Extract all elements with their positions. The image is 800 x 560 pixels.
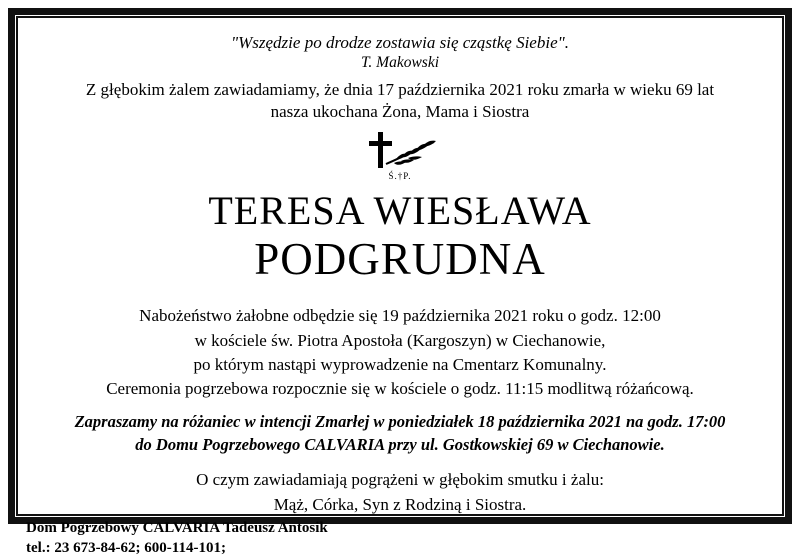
rosary-line: Zapraszamy na różaniec w intencji Zmarłej w poniedziałek 18 października 2021 na godz. 17:00	[74, 411, 726, 431]
funeral-home-footer	[26, 519, 328, 558]
service-line: Nabożeństwo żałobne odbędzie się 19 października 2021 roku o godz. 12:00	[139, 306, 661, 326]
service-details	[34, 304, 766, 401]
emblem-block	[34, 130, 766, 181]
notice-content	[24, 22, 776, 514]
closing-text: O czym zawiadamiają pogrążeni w głębokim smutku i żalu:	[196, 470, 604, 490]
rosary-line: do Domu Pogrzebowego CALVARIA przy ul. Gostkowskiej 69 w Ciechanowie.	[135, 434, 665, 454]
service-line: po którym nastąpi wyprowadzenie na Cmentarz Komunalny.	[193, 354, 607, 374]
cross-with-palm-branch-icon	[360, 130, 440, 172]
family-signature: Mąż, Córka, Syn z Rodziną i Siostra.	[273, 494, 527, 514]
service-line: Ceremonia pogrzebowa rozpocznie się w kościele o godz. 11:15 modlitwą różańcową.	[106, 378, 694, 398]
deceased-surname: PODGRUDNA	[254, 233, 546, 284]
deceased-first-names: TERESA WIESŁAWA	[208, 187, 592, 233]
funeral-home-name: Dom Pogrzebowy CALVARIA Tadeusz Antosik	[26, 520, 328, 536]
intro-line-1: Z głębokim żalem zawiadamiamy, że dnia 17 października 2021 roku zmarła w wieku 69 lat	[85, 79, 715, 99]
service-line: w kościele św. Piotra Apostoła (Kargoszyn) w Ciechanowie,	[194, 330, 606, 350]
rosary-invitation	[34, 411, 766, 457]
quote-text: "Wszędzie po drodze zostawia się cząstkę Siebie".	[230, 33, 570, 52]
funeral-home-phone: tel.: 23 673-84-62; 600-114-101;	[26, 539, 226, 556]
sp-label: Ś.†P.	[388, 170, 412, 181]
intro-line-2: nasza ukochana Żona, Mama i Siostra	[270, 102, 530, 122]
intro-text	[34, 79, 766, 124]
quote-author: T. Makowski	[360, 54, 440, 72]
